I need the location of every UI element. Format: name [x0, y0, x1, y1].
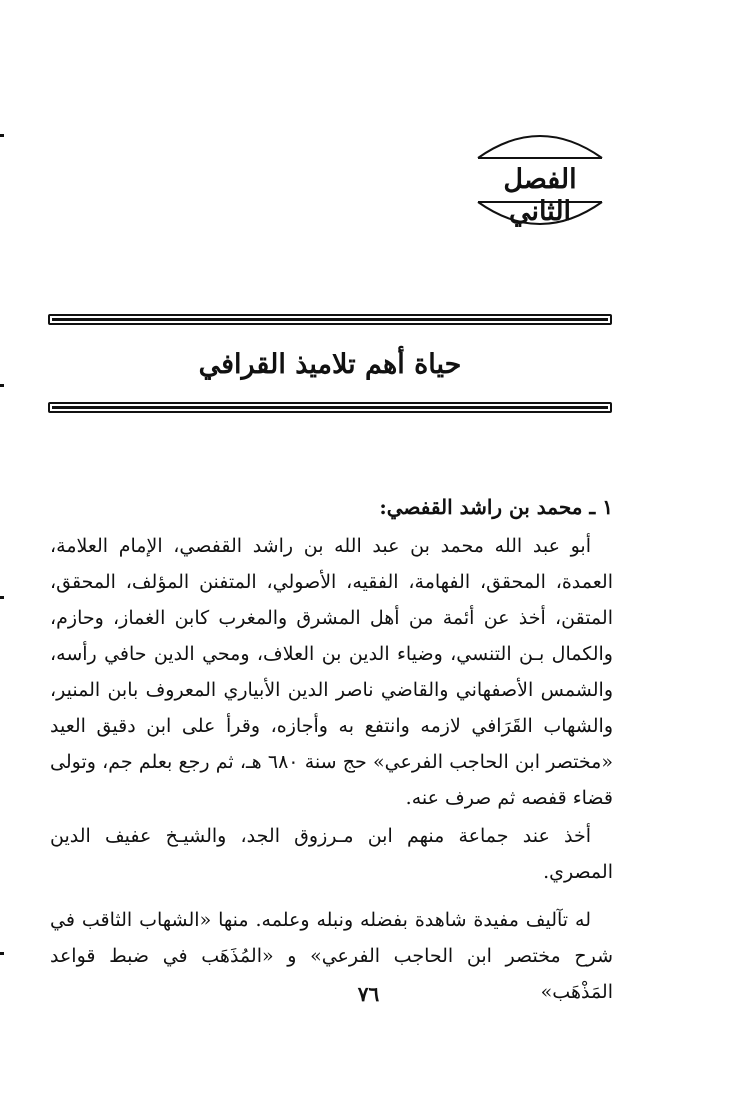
section-top-rule	[48, 314, 612, 325]
body-text	[50, 818, 613, 890]
chapter-title: الفصل الثاني	[503, 164, 577, 227]
entry-heading: ١ ـ محمد بن راشد القفصي:	[379, 495, 613, 519]
scan-edge-mark	[0, 384, 4, 387]
section-title: حياة أهم تلاميذ القرافي	[198, 349, 462, 380]
scan-edge-mark	[0, 952, 4, 955]
students-paragraph: أخذ عند جماعة منهم ابن مـرزوق الجد، والشيـخ عفيف الدين المصري.	[50, 825, 613, 883]
body-text	[50, 528, 613, 816]
page-number: ٧٦	[357, 982, 380, 1006]
scan-edge-mark	[0, 134, 4, 137]
chapter-badge	[470, 128, 610, 232]
biography-paragraph: أبو عبد الله محمد بن عبد الله بن راشد القفصي، الإمام العلامة، العمدة، المحقق، الفهامة، الفقيه، الأصولي، المتفنن المؤلف، المحقق، المتقن، أخذ عن أئمة من أهل المشرق والمغرب كابن الغماز، وحازم، والكمال بـن التنسي، وضياء الدين بن العلاف، ومحي الدين حافي رأسه، والشمس الأصفهاني والقاضي ناصر الدين الأبياري المعروف بابن المنير، والشهاب القَرَافي لازمه وانتفع به وأجازه، وقرأ على ابن دقيق العيد «مختصر ابن الحاجب الفرعي» حج سنة ٦٨٠ هـ، ثم رجع بعلم جم، وتولى قضاء قفصه ثم صرف عنه.	[50, 535, 613, 809]
section-bottom-rule	[48, 402, 612, 413]
works-paragraph: له تآليف مفيدة شاهدة بفضله ونبله وعلمه. منها «الشهاب الثاقب في شرح مختصر ابن الحاجب الفرعي» و «المُذَهَب في ضبط قواعد المَذْهَب»	[50, 909, 613, 1003]
scan-edge-mark	[0, 596, 4, 599]
